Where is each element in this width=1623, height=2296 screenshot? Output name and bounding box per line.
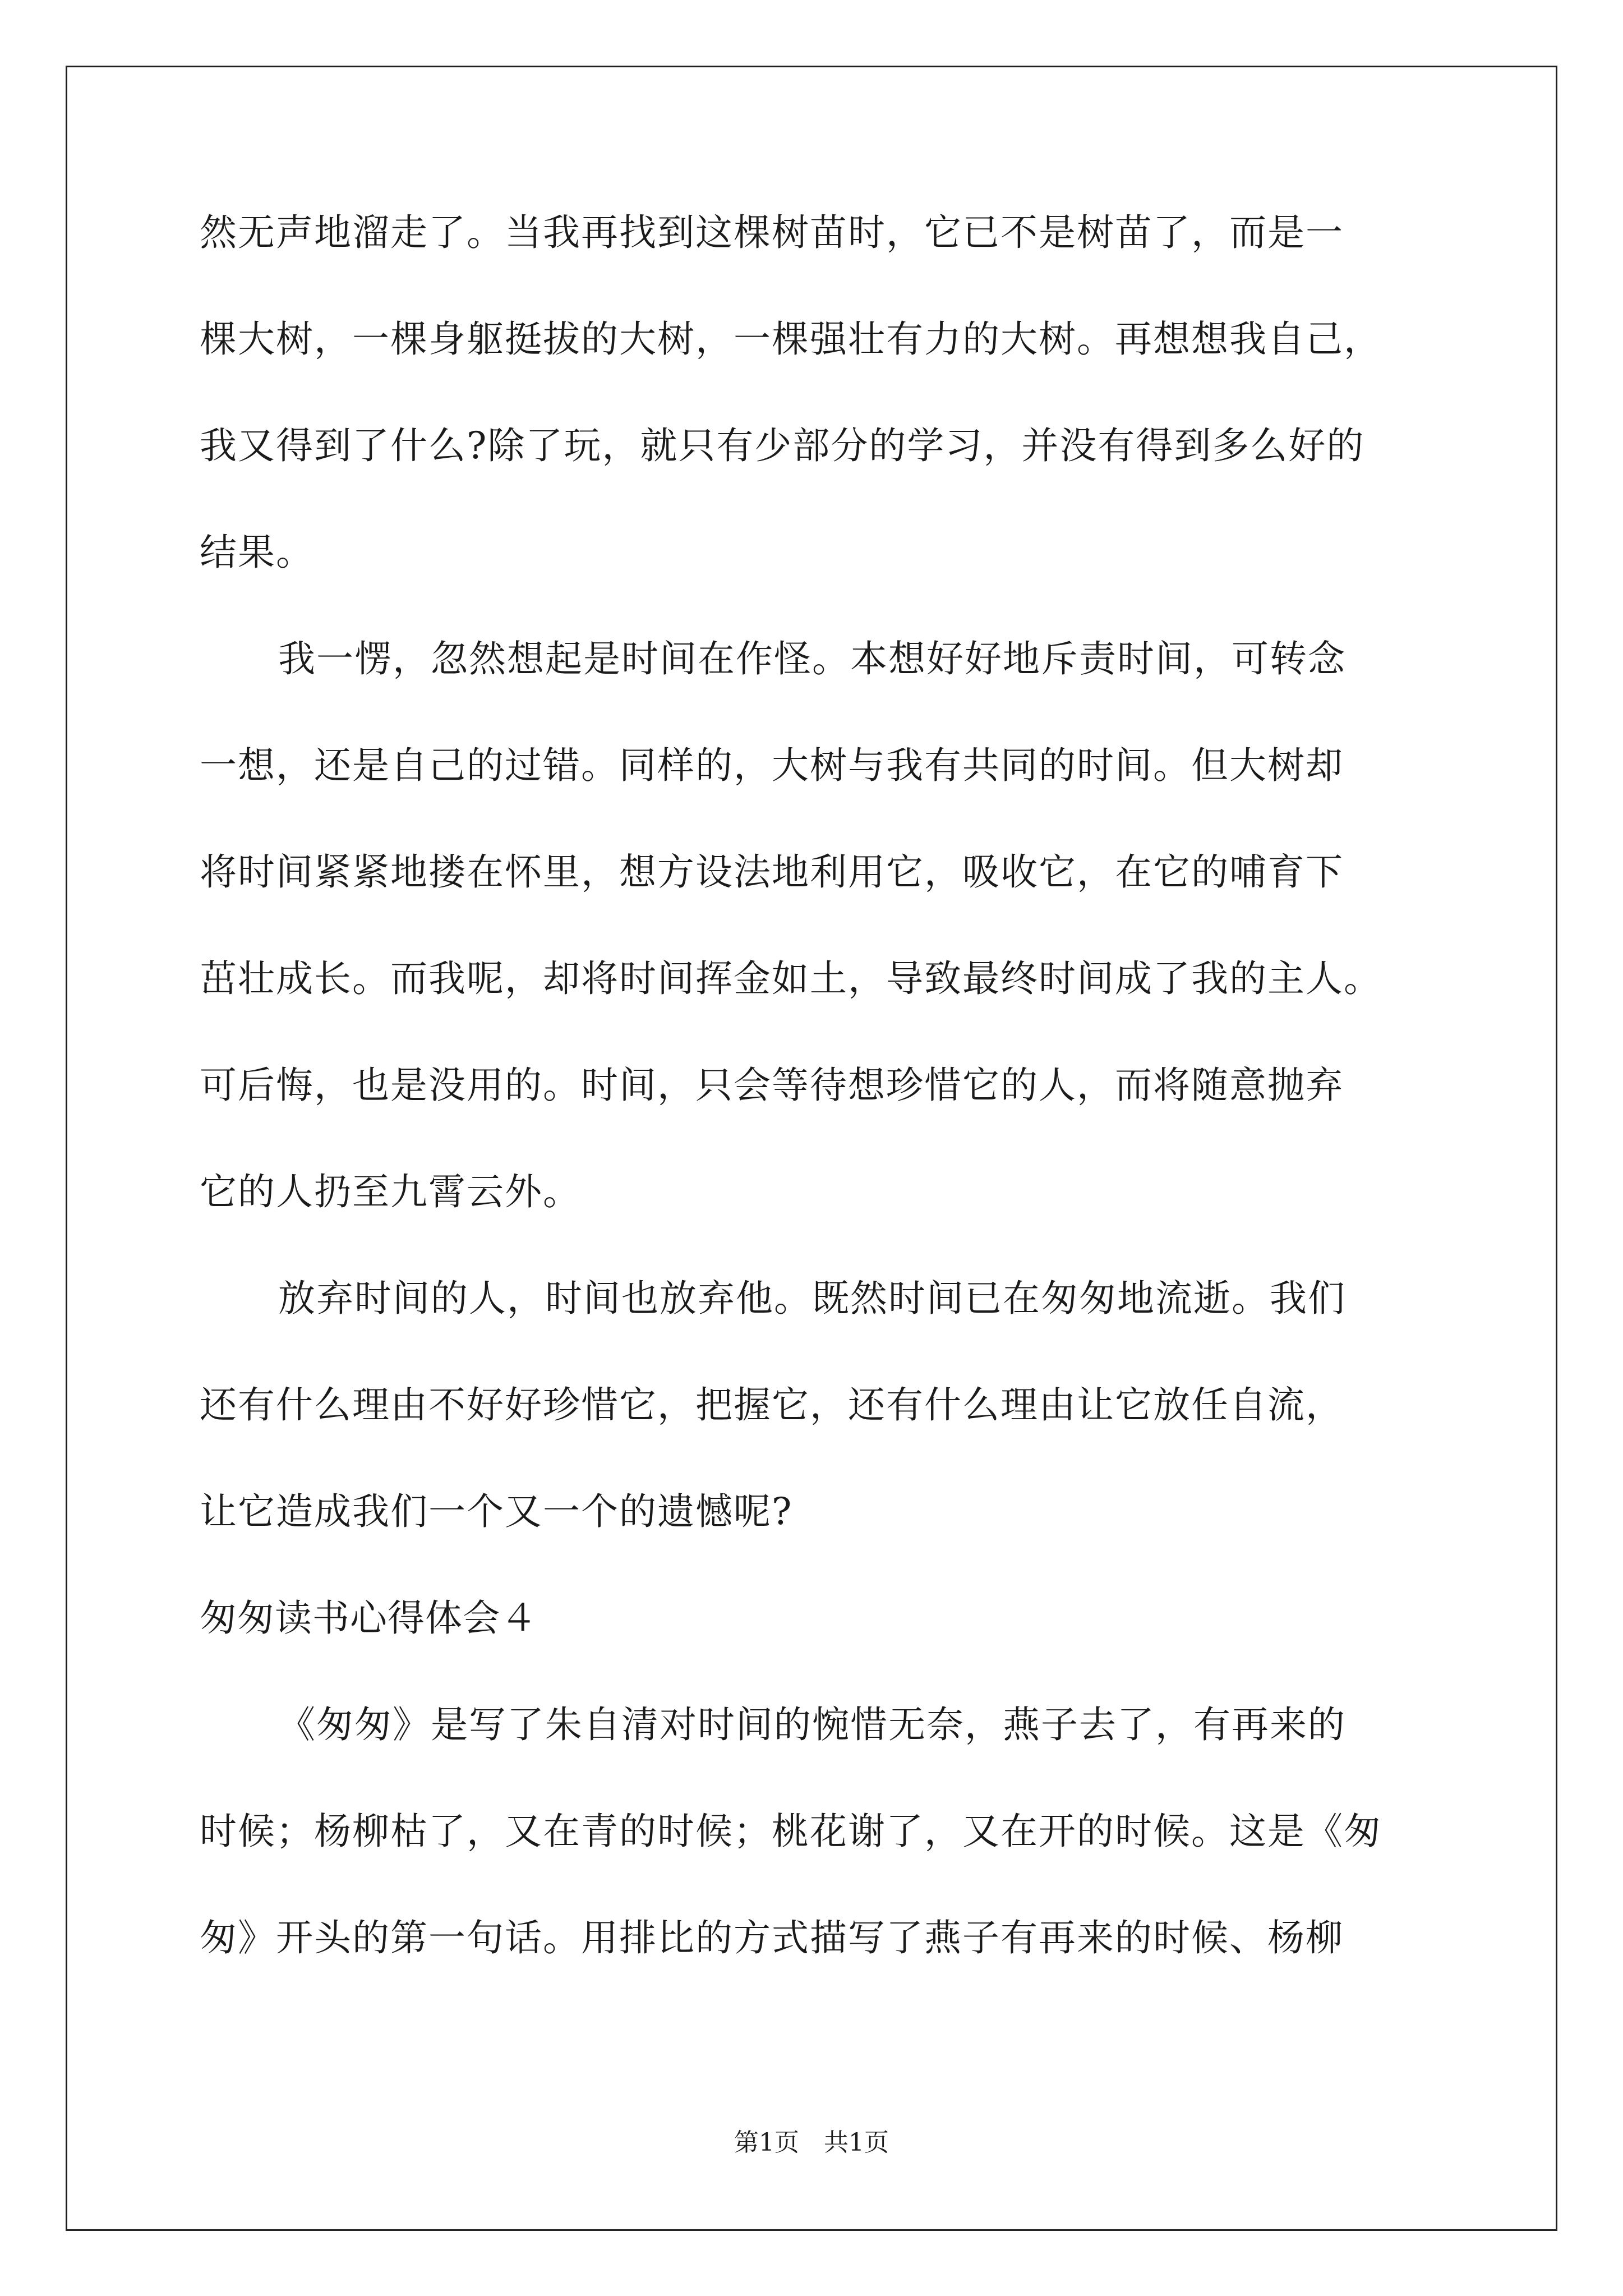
text-line: 可后悔，也是没用的。时间，只会等待想珍惜它的人，而将随意抛弃	[200, 1064, 1344, 1107]
text-line: 然无声地溜走了。当我再找到这棵树苗时，它已不是树苗了，而是一	[200, 211, 1344, 254]
text-line: 还有什么理由不好好珍惜它，把握它，还有什么理由让它放任自流，	[200, 1383, 1344, 1427]
page-number-label: 第1页 共1页	[734, 2128, 889, 2157]
text-line: 将时间紧紧地搂在怀里，想方设法地利用它，吸收它，在它的哺育下	[200, 850, 1344, 894]
text-line: 结果。	[200, 531, 314, 574]
text-line: 《匆匆》是写了朱自清对时间的惋惜无奈，燕子去了，有再来的	[278, 1703, 1346, 1746]
text-line: 棵大树，一棵身躯挺拔的大树，一棵强壮有力的大树。再想想我自己，	[200, 318, 1382, 361]
section-heading: 匆匆读书心得体会４	[200, 1596, 538, 1640]
text-line: 茁壮成长。而我呢，却将时间挥金如土，导致最终时间成了我的主人。	[200, 957, 1382, 1000]
text-line: 时候；杨柳枯了，又在青的时候；桃花谢了，又在开的时候。这是《匆	[200, 1810, 1382, 1853]
text-line: 我又得到了什么?除了玩，就只有少部分的学习，并没有得到多么好的	[200, 424, 1365, 467]
text-line: 我一愣，忽然想起是时间在作怪。本想好好地斥责时间，可转念	[278, 637, 1346, 680]
document-body	[200, 208, 1428, 2019]
text-line: 放弃时间的人，时间也放弃他。既然时间已在匆匆地流逝。我们	[278, 1277, 1346, 1320]
text-line: 让它造成我们一个又一个的遗憾呢?	[200, 1490, 793, 1533]
text-line: 匆》开头的第一句话。用排比的方式描写了燕子有再来的时候、杨柳	[200, 1916, 1344, 1959]
text-line: 它的人扔至九霄云外。	[200, 1170, 581, 1213]
page-footer	[0, 2126, 1623, 2160]
text-line: 一想，还是自己的过错。同样的，大树与我有共同的时间。但大树却	[200, 744, 1344, 787]
